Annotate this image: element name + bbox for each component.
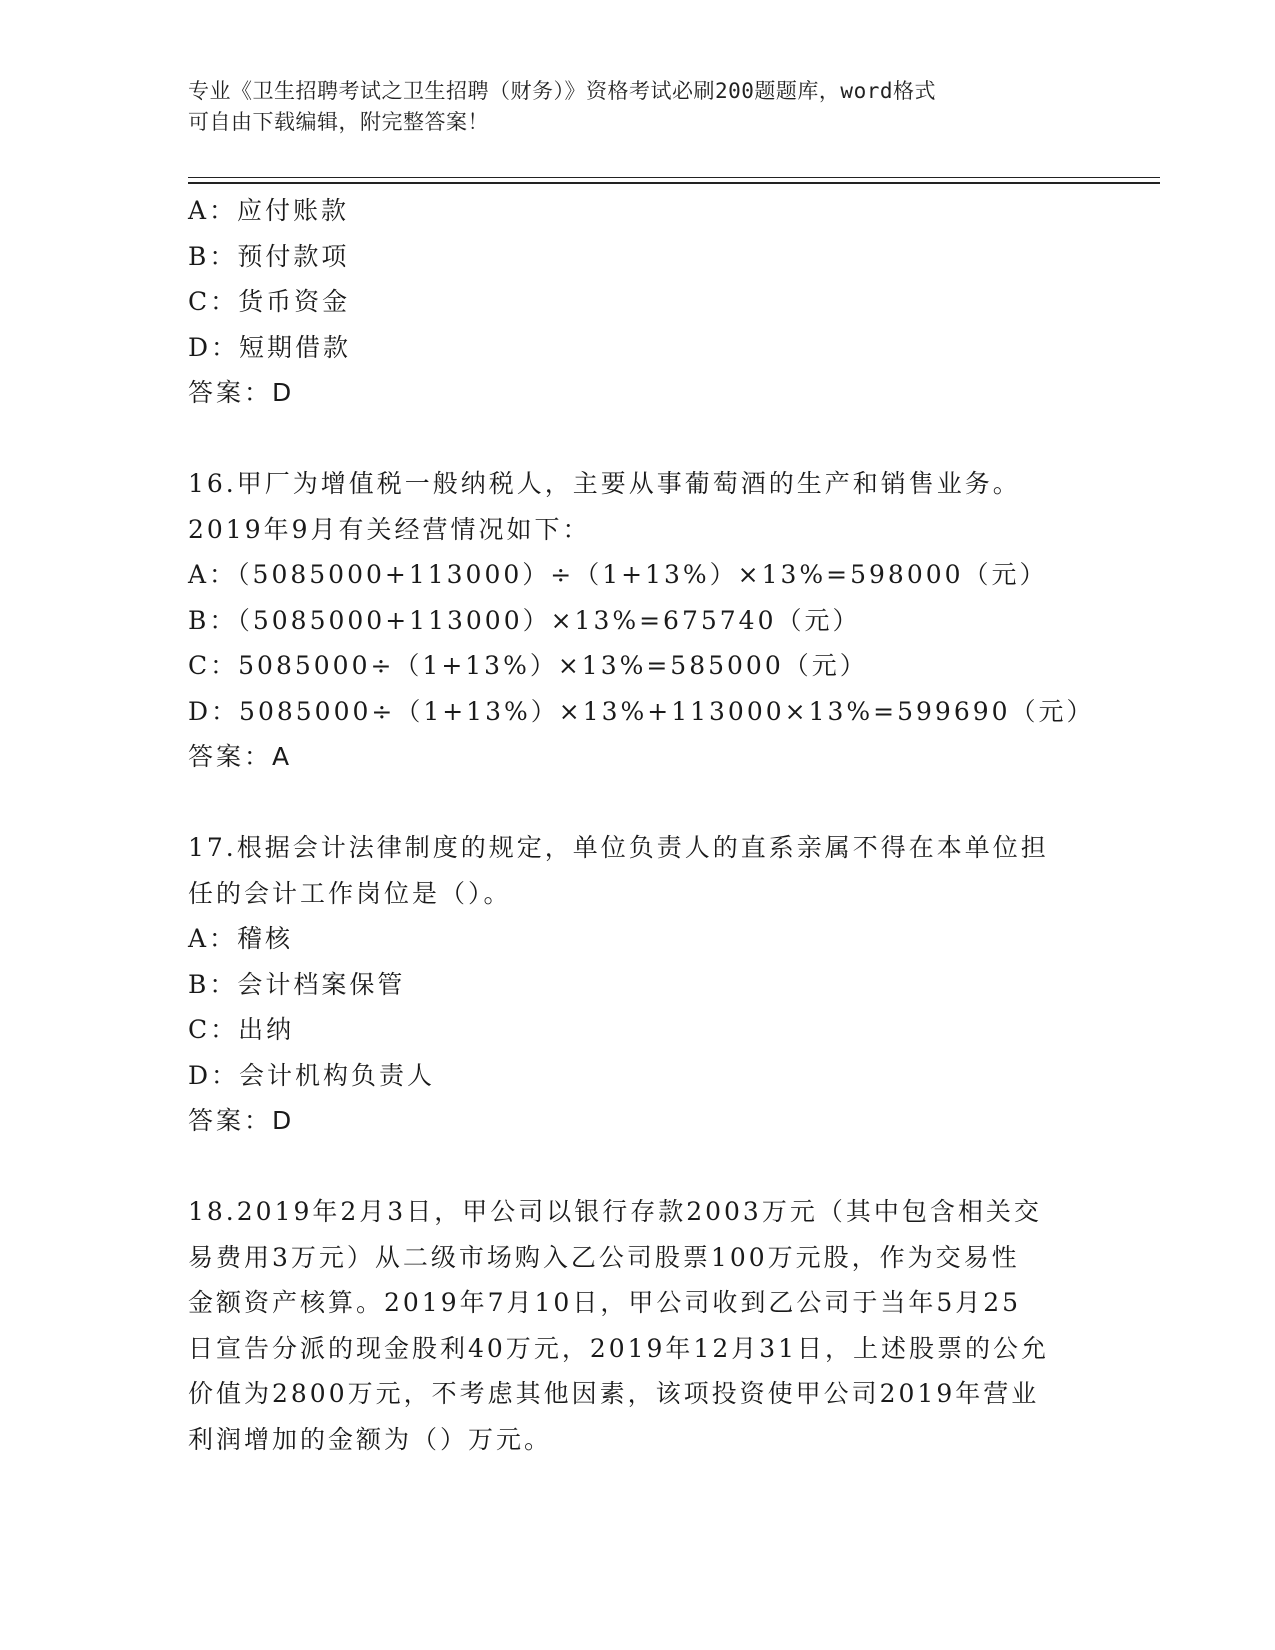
option-b: B：会计档案保管 <box>188 969 406 999</box>
option-a: A：（5085000+113000）÷（1+13%）×13%=598000（元） <box>188 560 1048 589</box>
question-stem-line: 16.甲厂为增值税一般纳税人，主要从事葡萄酒的生产和销售业务。 <box>188 469 1021 498</box>
question-stem-line: 18.2019年2月3日，甲公司以银行存款2003万元（其中包含相关交 <box>188 1197 1042 1226</box>
question-stem-line: 任的会计工作岗位是（）。 <box>188 878 512 908</box>
header-divider-thick <box>188 182 1160 184</box>
answer: 答案：D <box>188 1106 295 1135</box>
header-divider-thin <box>188 177 1160 178</box>
question-18 <box>188 1189 1088 1462</box>
question-stem-line: 17.根据会计法律制度的规定，单位负责人的直系亲属不得在本单位担 <box>188 833 1049 862</box>
question-17 <box>188 825 1088 1144</box>
spacer <box>188 780 1088 826</box>
spacer <box>188 1144 1088 1190</box>
header-line-2: 可自由下载编辑，附完整答案！ <box>188 110 489 134</box>
option-b: B：（5085000+113000）×13%=675740（元） <box>188 605 861 635</box>
header-line-1: 专业《卫生招聘考试之卫生招聘（财务）》资格考试必刷200题题库，word格式 <box>188 79 936 103</box>
document-header <box>188 76 1068 138</box>
option-a: A：稽核 <box>188 924 294 953</box>
option-a: A：应付账款 <box>188 196 350 225</box>
answer: 答案：A <box>188 742 293 771</box>
spacer <box>188 416 1088 462</box>
question-stem-line: 利润增加的金额为（）万元。 <box>188 1424 553 1454</box>
answer: 答案：D <box>188 378 295 407</box>
option-c: C：货币资金 <box>188 287 351 316</box>
option-d: D：5085000÷（1+13%）×13%+113000×13%=599690（元） <box>188 696 1095 726</box>
question-stem-line: 易费用3万元）从二级市场购入乙公司股票100万元股，作为交易性 <box>188 1242 1020 1272</box>
option-d: D：会计机构负责人 <box>188 1060 436 1090</box>
option-c: C：5085000÷（1+13%）×13%=585000（元） <box>188 651 868 680</box>
option-b: B：预付款项 <box>188 241 350 271</box>
question-stem-line: 金额资产核算。2019年7月10日，甲公司收到乙公司于当年5月25 <box>188 1288 1022 1317</box>
question-15 <box>188 188 1088 416</box>
question-content <box>188 188 1095 1462</box>
option-c: C：出纳 <box>188 1015 295 1044</box>
question-stem-line: 日宣告分派的现金股利40万元，2019年12月31日，上述股票的公允 <box>188 1333 1050 1363</box>
question-16 <box>188 461 1095 780</box>
question-stem-line: 价值为2800万元，不考虑其他因素，该项投资使甲公司2019年营业 <box>188 1379 1040 1408</box>
question-stem-line: 2019年9月有关经营情况如下： <box>188 514 591 544</box>
option-d: D：短期借款 <box>188 332 352 362</box>
